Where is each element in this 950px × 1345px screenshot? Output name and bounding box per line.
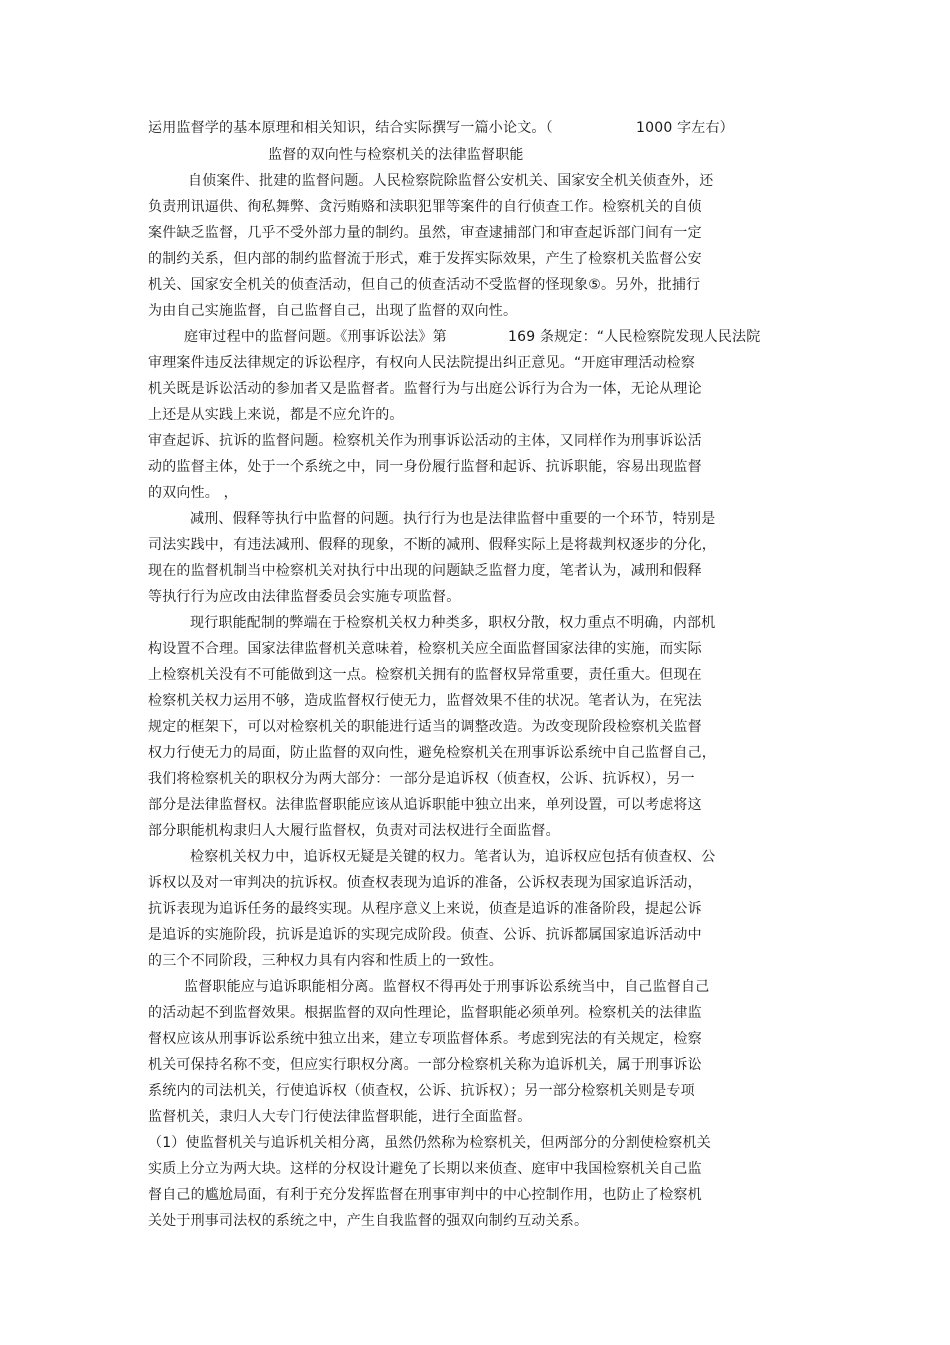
text-line: 审理案件违反法律规定的诉讼程序，有权向人民法院提出纠正意见。“开庭审理活动检察	[148, 355, 696, 371]
prompt-text: 运用监督学的基本原理和相关知识，结合实际撰写一篇小论文。（	[148, 120, 553, 136]
text-line: 检察机关权力运用不够，造成监督权行使无力，监督效果不佳的状况。笔者认为，在宪法	[148, 693, 702, 709]
text-line: 现在的监督机制当中检察机关对执行中出现的问题缺乏监督力度，笔者认为，减刑和假释	[148, 563, 702, 579]
text-line: 的制约关系，但内部的制约监督流于形式，难于发挥实际效果，产生了检察机关监督公安	[148, 251, 702, 267]
text-line: 检察机关权力中，追诉权无疑是关键的权力。笔者认为，追诉权应包括有侦查权、公	[190, 849, 716, 865]
text-line: 我们将检察机关的职权分为两大部分：一部分是追诉权（侦查权，公诉、抗诉权），另一	[148, 771, 695, 787]
text-line-part: 169 条规定：“人民检察院发现人民法院	[508, 329, 761, 345]
text-line: 关处于刑事司法权的系统之中，产生自我监督的强双向制约互动关系。	[148, 1213, 589, 1229]
text-line: 的双向性。 ，	[148, 485, 238, 501]
text-line: 构设置不合理。国家法律监督机关意味着，检察机关应全面监督国家法律的实施，而实际	[148, 641, 702, 657]
text-line: 诉权以及对一审判决的抗诉权。侦查权表现为追诉的准备，公诉权表现为国家追诉活动，	[148, 875, 702, 891]
prompt-word-count: 1000 字左右）	[636, 120, 734, 136]
text-line: 负责刑讯逼供、徇私舞弊、贪污贿赂和渎职犯罪等案件的自行侦查工作。检察机关的自侦	[148, 199, 702, 215]
text-line: 实质上分立为两大块。这样的分权设计避免了长期以来侦查、庭审中我国检察机关自己监	[148, 1161, 702, 1177]
text-line: 案件缺乏监督，几乎不受外部力量的制约。虽然，审查逮捕部门和审查起诉部门间有一定	[148, 225, 702, 241]
text-line: 为由自己实施监督，自己监督自己，出现了监督的双向性。	[148, 303, 518, 319]
text-line: 上还是从实践上来说，都是不应允许的。	[148, 407, 404, 423]
text-line: 权力行使无力的局面，防止监督的双向性，避免检察机关在刑事诉讼系统中自己监督自己，	[148, 745, 716, 761]
text-line: 上检察机关没有不可能做到这一点。检察机关拥有的监督权异常重要，责任重大。但现在	[148, 667, 702, 683]
text-line: 督权应该从刑事诉讼系统中独立出来，建立专项监督体系。考虑到宪法的有关规定，检察	[148, 1031, 702, 1047]
text-line: 自侦案件、批建的监督问题。人民检察院除监督公安机关、国家安全机关侦查外，还	[188, 173, 714, 189]
text-line: 审查起诉、抗诉的监督问题。检察机关作为刑事诉讼活动的主体，又同样作为刑事诉讼活	[148, 433, 702, 449]
text-line: 系统内的司法机关，行使追诉权（侦查权，公诉、抗诉权）；另一部分检察机关则是专项	[148, 1083, 695, 1099]
text-line: 的活动起不到监督效果。根据监督的双向性理论，监督职能必须单列。检察机关的法律监	[148, 1005, 702, 1021]
text-line: 监督机关，隶归人大专门行使法律监督职能，进行全面监督。	[148, 1109, 532, 1125]
text-line: 监督职能应与追诉职能相分离。监督权不得再处于刑事诉讼系统当中，自己监督自己	[184, 979, 710, 995]
text-line: 等执行行为应改由法律监督委员会实施专项监督。	[148, 589, 461, 605]
text-line: 机关、国家安全机关的侦查活动，但自己的侦查活动不受监督的怪现象⑤。另外，批捕行	[148, 277, 701, 293]
text-line: 机关既是诉讼活动的参加者又是监督者。监督行为与出庭公诉行为合为一体，无论从理论	[148, 381, 702, 397]
text-line: 的三个不同阶段，三种权力具有内容和性质上的一致性。	[148, 953, 503, 969]
text-line: 司法实践中，有违法减刑、假释的现象，不断的减刑、假释实际上是将裁判权逐步的分化，	[148, 537, 716, 553]
text-line: （1）使监督机关与追诉机关相分离，虽然仍然称为检察机关，但两部分的分割使检察机关	[148, 1135, 711, 1151]
text-line: 动的监督主体，处于一个系统之中，同一身份履行监督和起诉、抗诉职能，容易出现监督	[148, 459, 702, 475]
text-line: 规定的框架下，可以对检察机关的职能进行适当的调整改造。为改变现阶段检察机关监督	[148, 719, 702, 735]
text-line: 现行职能配制的弊端在于检察机关权力种类多，职权分散，权力重点不明确，内部机	[190, 615, 716, 631]
text-line-part: 庭审过程中的监督问题。《刑事诉讼法》第	[184, 329, 447, 345]
text-line: 是追诉的实施阶段，抗诉是追诉的实现完成阶段。侦查、公诉、抗诉都属国家追诉活动中	[148, 927, 702, 943]
text-line: 减刑、假释等执行中监督的问题。执行行为也是法律监督中重要的一个环节，特别是	[190, 511, 716, 527]
page-title: 监督的双向性与检察机关的法律监督职能	[268, 147, 524, 163]
text-line: 督自己的尴尬局面，有利于充分发挥监督在刑事审判中的中心控制作用，也防止了检察机	[148, 1187, 702, 1203]
text-line: 抗诉表现为追诉任务的最终实现。从程序意义上来说，侦查是追诉的准备阶段，提起公诉	[148, 901, 702, 917]
text-line: 部分职能机构隶归人大履行监督权，负责对司法权进行全面监督。	[148, 823, 560, 839]
text-line: 机关可保持名称不变，但应实行职权分离。一部分检察机关称为追诉机关，属于刑事诉讼	[148, 1057, 702, 1073]
text-line: 部分是法律监督权。法律监督职能应该从追诉职能中独立出来，单列设置，可以考虑将这	[148, 797, 702, 813]
